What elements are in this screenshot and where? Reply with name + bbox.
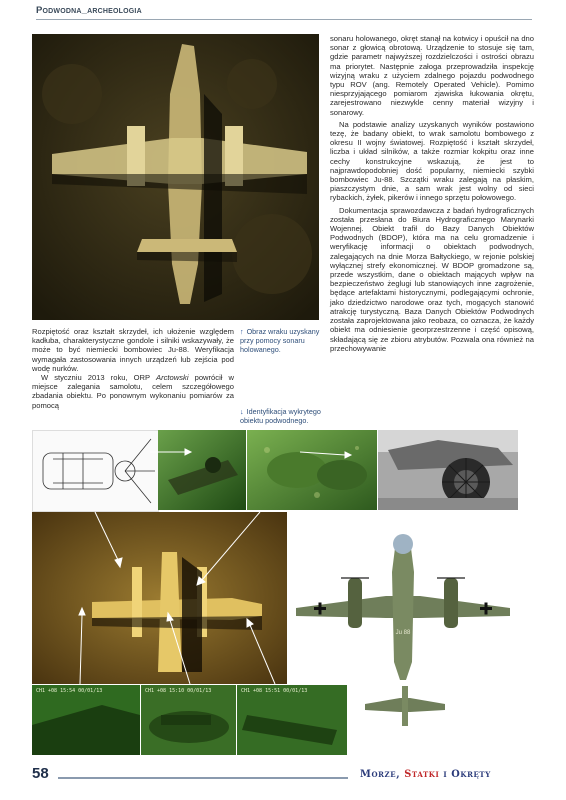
left-paragraph-1: Rozpiętość oraz kształt skrzydeł, ich ułożenie względem kadłuba, charakterystyczne gondole i silniki wskazywały, że może to być niemiecki bombowiec Ju-88. Weryfikacja wymagała zastosowania innych urządzeń lub zejścia pod wodę nurków. [32, 327, 234, 373]
section-label: Podwodna_archeologia [36, 5, 142, 16]
sonar-image-bottom [32, 512, 287, 684]
left-paragraph-2 [32, 373, 234, 410]
tail-illustration [360, 684, 450, 730]
magazine-title-word-1: Morze, [360, 769, 401, 780]
rov-frame-1 [32, 685, 140, 755]
magazine-title-word-2: Statki [404, 769, 440, 780]
landing-gear-photo [378, 430, 518, 510]
magazine-title-word-4: Okręty [451, 769, 491, 780]
caption-identification [240, 407, 330, 425]
tail-code: Ju 88 [395, 630, 411, 636]
rov-frame-3 [237, 685, 347, 755]
ship-name: Arctowski [156, 373, 189, 383]
rov-frame-2 [141, 685, 236, 755]
rov-overlay-3: CH1 +08 15:51 00/01/13 [241, 688, 308, 694]
rov-overlay-2: CH1 +08 15:10 00/01/13 [145, 688, 212, 694]
right-paragraph-2: Na podstawie analizy uzyskanych wyników postawiono tezę, że badany obiekt, to wrak samolotu bombowego z okresu II wojny światowej. Rozpiętość i kształt skrzydeł, liczba i układ silników, a także rozmiar kokpitu oraz inne cechy konstrukcyjne wskazują, że jest to najprawdopodobniej dość popularny, niemiecki szybki bombowiec Ju-88. Szczątki wraku zalegają na płaskim, piaszczystym dnie, a sam wrak jest wolny od sieci rybackich, żyłek, pikerów i innego sprzętu połowowego. [330, 119, 534, 203]
arrow-down-icon: ↓ [240, 407, 244, 416]
rov-overlay-1: CH1 +08 15:54 00/01/13 [36, 688, 103, 694]
header-divider [36, 19, 532, 20]
arrow-up-icon: ↑ [240, 327, 244, 336]
right-paragraph-3: Dokumentacja sprawozdawcza z badań hydrograficznych została przesłana do Biura Hydrograficznego Marynarki Wojennej. Obiekt trafił do Bazy Danych Obiektów Podwodnych (BDOP), która ma na celu gromadzenie i weryfikację informacji o obiektach podwodnych, zalegających na dnie Morza Bałtyckiego, w rejonie polskiej wyłącznej strefy ekonomicznej. W BDOP gromadzone są, przede wszystkim, dane o obiektach mających wpływ na bezpieczeństwo żeglugi lub stanowiących inne zagrożenie, będące artefaktami historycznymi, podlegającymi ochronie, jako dziedzictwo narodowe oraz tych, mogących stanowić atrakcję turystyczną. Baza Danych Obiektów Podwodnych została zaprojektowana jako reobaza, co oznacza, że każdy obiekt ma odniesienie georprzestrzenne i część opisową, składającą się ze zbioru atrybutów. Pozwala ona również na przechowywanie [330, 205, 534, 353]
sonar-image-top [32, 34, 319, 320]
aircraft-illustration [288, 512, 518, 684]
caption-identification-text: Identyfikacja wykrytego obiektu podwodnego. [240, 407, 321, 425]
left-column-text [32, 327, 234, 410]
right-paragraph-1: sonaru holowanego, okręt stanął na kotwicy i opuścił na dno sonar z głowicą obrotową. Urządzenie to stosuje się tam, gdzie parametr najwyższej rozdzielczości i ostrości obrazu ma priorytet. Następnie załoga przeprowadziła inspekcję wizyjną wraku z użyciem zdalnego pojazdu podwodnego typu ROV (ang. Remotely Operated Vehicle). Pomimo niesprzyjającego pomiarom zjawiska łukowania okrętu, zarejestrowano niezwykle cenny materiał wizyjny i sonarowy. [330, 34, 534, 117]
underwater-photo-2 [247, 430, 377, 510]
left-paragraph-2-start: W styczniu 2013 roku, ORP [41, 373, 157, 383]
caption-sonar-text: Obraz wraku uzyskany przy pomocy sonaru holowanego. [240, 327, 320, 354]
right-column-text [330, 34, 534, 353]
footer-divider [58, 777, 348, 779]
magazine-title-word-3: i [443, 769, 448, 780]
engine-drawing [32, 430, 159, 512]
page-number: 58 [32, 765, 49, 782]
magazine-title [360, 769, 491, 780]
page-header [0, 0, 566, 22]
underwater-photo-1 [158, 430, 246, 510]
caption-sonar [240, 327, 324, 354]
left-paragraph-2-end: powrócił w miejsce zalegania samolotu, celem szczegółowego zbadania obiektu. Po ponownym wykonaniu pomiarów za pomocą [32, 373, 234, 410]
